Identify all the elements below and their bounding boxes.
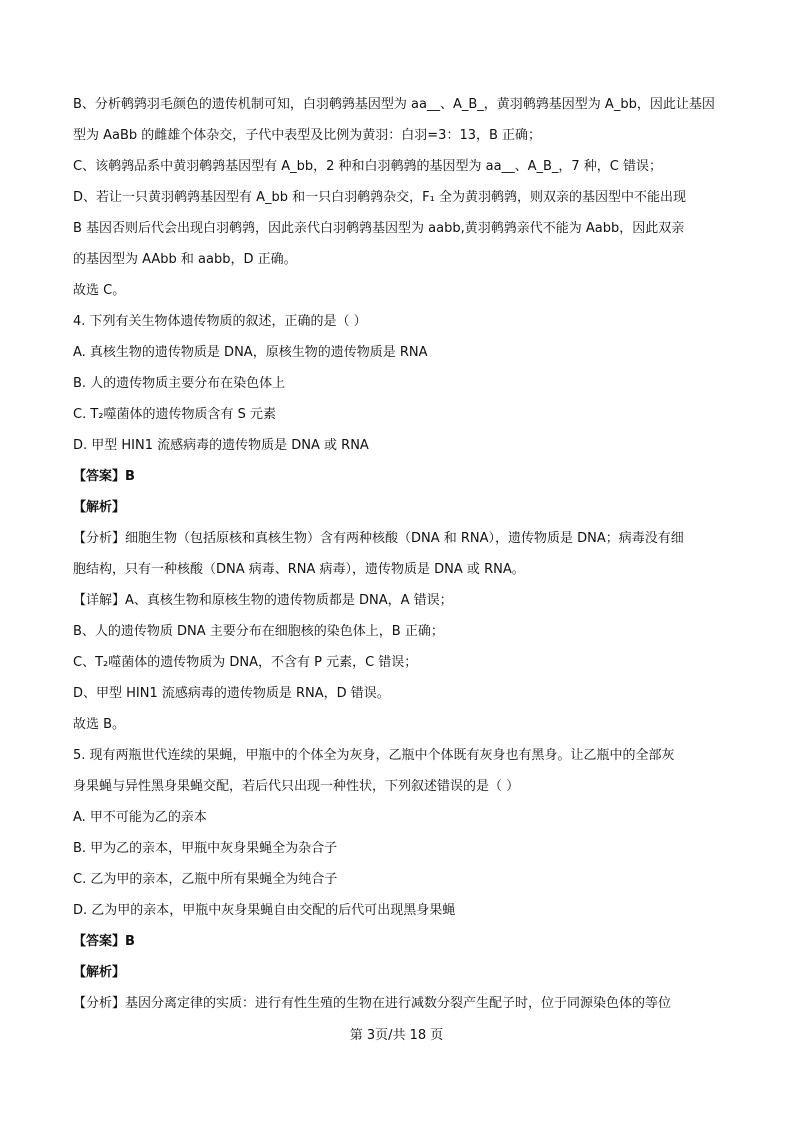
text-line: 型为 AaBb 的雌雄个体杂交，子代中表型及比例为黄羽：白羽=3：13，B 正确； <box>73 128 542 143</box>
text-line: D、若让一只黄羽鹌鹑基因型有 A_bb 和一只白羽鹌鹑杂交，F₁ 全为黄羽鹌鹑，则双亲的基因型中不能出现 <box>73 190 686 205</box>
text-line: 【详解】A、真核生物和原核生物的遗传物质都是 DNA，A 错误； <box>73 593 453 608</box>
answer-label: 【答案】B <box>73 469 135 484</box>
text-line: 故选 B。 <box>73 717 126 732</box>
text-line: 【分析】细胞生物（包括原核和真核生物）含有两种核酸（DNA 和 RNA），遗传物质是 DNA；病毒没有细 <box>73 531 684 546</box>
text-line: B、分析鹌鹑羽毛颜色的遗传机制可知，白羽鹌鹑基因型为 aa__、A_B_，黄羽鹌鹑基因型为 A_bb，因此让基因 <box>73 97 715 112</box>
answer-label: 【答案】B <box>73 934 135 949</box>
option-c: C. T₂噬菌体的遗传物质含有 S 元素 <box>73 407 277 422</box>
question-stem: 4. 下列有关生物体遗传物质的叙述，正确的是（ ） <box>73 314 367 329</box>
text-line: C、该鹌鹑品系中黄羽鹌鹑基因型有 A_bb，2 种和白羽鹌鹑的基因型为 aa__、A_B_，7 种，C 错误； <box>73 159 662 174</box>
page-footer: 第 3页/共 18 页 <box>349 1028 444 1043</box>
option-a: A. 甲不可能为乙的亲本 <box>73 810 207 825</box>
text-line: 故选 C。 <box>73 283 126 298</box>
text-line: 胞结构，只有一种核酸（DNA 病毒、RNA 病毒），遗传物质是 DNA 或 RNA。 <box>73 562 525 577</box>
option-d: D. 乙为甲的亲本，甲瓶中灰身果蝇自由交配的后代可出现黑身果蝇 <box>73 903 456 918</box>
text-line: B、人的遗传物质 DNA 主要分布在细胞核的染色体上，B 正确； <box>73 624 444 639</box>
option-b: B. 甲为乙的亲本，甲瓶中灰身果蝇全为杂合子 <box>73 841 338 856</box>
option-a: A. 真核生物的遗传物质是 DNA，原核生物的遗传物质是 RNA <box>73 345 428 360</box>
option-d: D. 甲型 HIN1 流感病毒的遗传物质是 DNA 或 RNA <box>73 438 369 453</box>
text-line: C、T₂噬菌体的遗传物质为 DNA，不含有 P 元素，C 错误； <box>73 655 418 670</box>
option-c: C. 乙为甲的亲本，乙瓶中所有果蝇全为纯合子 <box>73 872 338 887</box>
question-stem: 身果蝇与异性黑身果蝇交配，若后代只出现一种性状，下列叙述错误的是（ ） <box>73 779 520 794</box>
text-line: D、甲型 HIN1 流感病毒的遗传物质是 RNA，D 错误。 <box>73 686 390 701</box>
analysis-label: 【解析】 <box>73 500 126 515</box>
option-b: B. 人的遗传物质主要分布在染色体上 <box>73 376 286 391</box>
text-line: 【分析】基因分离定律的实质：进行有性生殖的生物在进行减数分裂产生配子时，位于同源染色体的等位 <box>73 996 672 1011</box>
analysis-label: 【解析】 <box>73 965 126 980</box>
text-line: B 基因否则后代会出现白羽鹌鹑，因此亲代白羽鹌鹑基因型为 aabb,黄羽鹌鹑亲代不能为 Aabb，因此双亲 <box>73 221 685 236</box>
question-stem: 5. 现有两瓶世代连续的果蝇，甲瓶中的个体全为灰身，乙瓶中个体既有灰身也有黑身。让乙瓶中的全部灰 <box>73 748 675 763</box>
text-line: 的基因型为 AAbb 和 aabb，D 正确。 <box>73 252 297 267</box>
